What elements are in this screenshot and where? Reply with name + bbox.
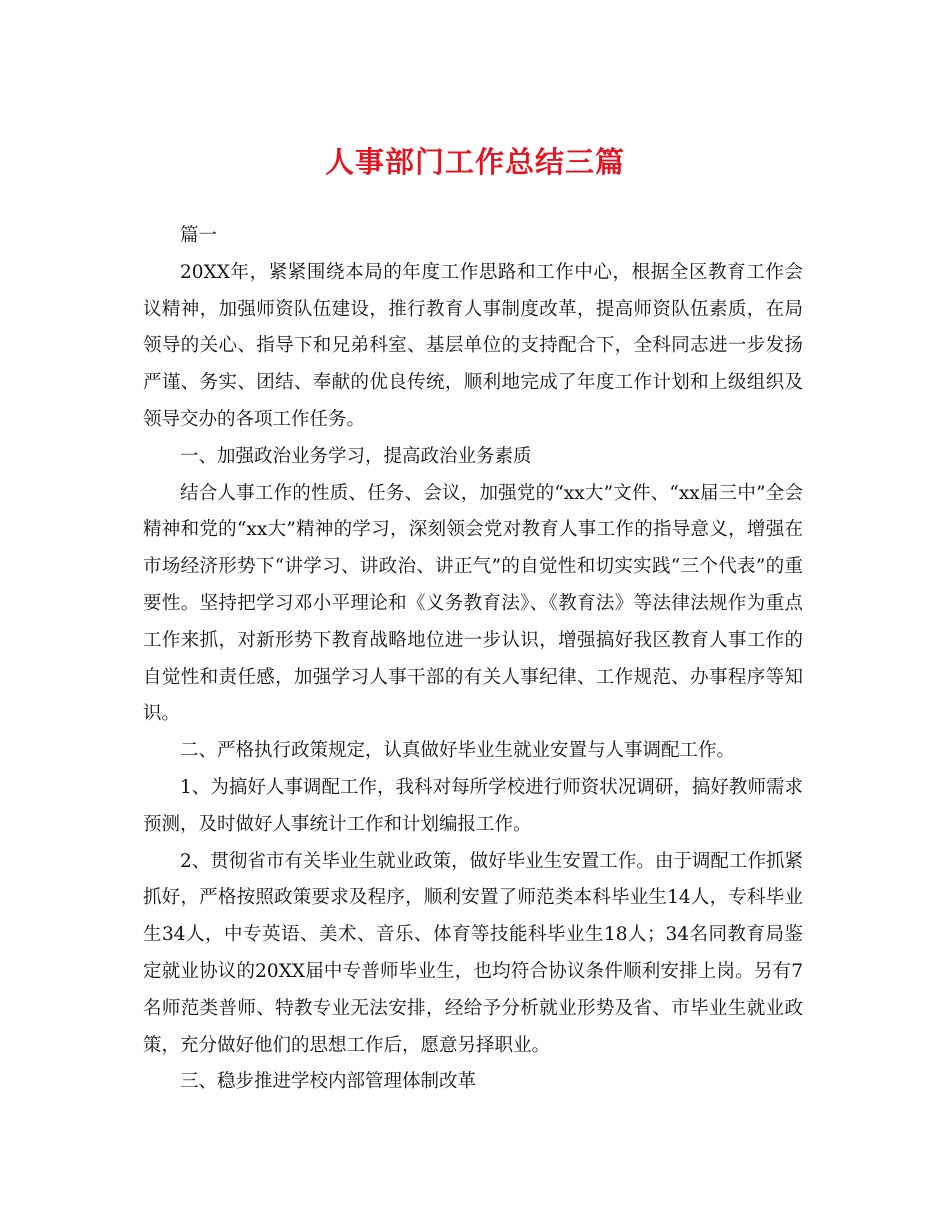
paragraph-section-label: 篇一 bbox=[180, 225, 218, 246]
heading-section-three: 三、稳步推进学校内部管理体制改革 bbox=[180, 1071, 477, 1093]
heading-section-two: 二、严格执行政策规定，认真做好毕业生就业安置与人事调配工作。 bbox=[180, 740, 736, 762]
paragraph-intro: 20XX年，紧紧围绕本局的年度工作思路和工作中心，根据全区教育工作会议精神，加强师资队伍建设，推行教育人事制度改革，提高师资队伍素质，在局领导的关心、指导下和兄弟科室、基层单位的支持配合下，全科同志进一步发扬严谨、务实、团结、奉献的优良传统，顺利地完成了年度工作计划和上级组织及领导交办的各项工作任务。 bbox=[143, 261, 803, 430]
paragraph-study: 结合人事工作的性质、任务、会议，加强党的“xx大”文件、“xx届三中”全会精神和党的“xx大”精神的学习，深刻领会党对教育人事工作的指导意义，增强在市场经济形势下“讲学习、讲政治、讲正气”的自觉性和切实实践“三个代表”的重要性。坚持把学习邓小平理论和《义务教育法》、《教育法》等法律法规作为重点工作来抓，对新形势下教育战略地位进一步认识，增强搞好我区教育人事工作的自觉性和责任感，加强学习人事干部的有关人事纪律、工作规范、办事程序等知识。 bbox=[143, 482, 803, 725]
document-body bbox=[143, 218, 803, 1101]
paragraph-item-one: 1、为搞好人事调配工作，我科对每所学校进行师资状况调研，搞好教师需求预测，及时做好人事统计工作和计划编报工作。 bbox=[143, 776, 803, 835]
document-title: 人事部门工作总结三篇 bbox=[324, 145, 625, 179]
paragraph-item-two: 2、贯彻省市有关毕业生就业政策，做好毕业生安置工作。由于调配工作抓紧抓好，严格按照政策要求及程序，顺利安置了师范类本科毕业生14人，专科毕业生34人，中专英语、美术、音乐、体育等技能科毕业生18人；34名同教育局鉴定就业协议的20XX届中专普师毕业生，也均符合协议条件顺利安排上岗。另有7名师范类普师、特教专业无法安排，经给予分析就业形势及省、市毕业生就业政策，充分做好他们的思想工作后，愿意另择职业。 bbox=[143, 850, 803, 1056]
heading-section-one: 一、加强政治业务学习，提高政治业务素质 bbox=[180, 445, 532, 467]
